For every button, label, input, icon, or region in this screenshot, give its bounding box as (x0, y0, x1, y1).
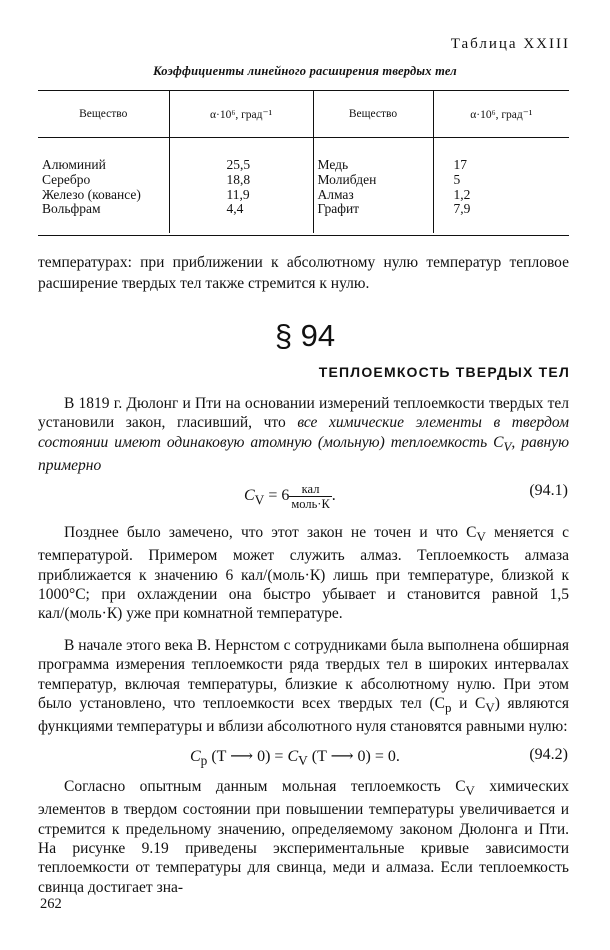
paragraph-2-text-cont: меняется с температурой. Примером может служить алмаз. Теплоемкость алмаза приближается к значению 6 кал/(моль·К) лишь при температуре, близкой к 1000°С; при охлаждении она быстро убывает и становится равной 1,5 кал/(моль·К) уже при комнатной температуре. (38, 524, 569, 623)
table-header-row (38, 91, 569, 138)
alpha-cell: 18,8 (169, 173, 313, 188)
formula-argument: (T ⟶ 0) = 0. (307, 748, 400, 765)
section-number: § 94 (274, 318, 336, 353)
formula-subscript: V (298, 753, 308, 769)
column-header: Вещество (38, 91, 169, 138)
table-caption: Коэффициенты линейного расширения твердых тел (153, 64, 457, 78)
paragraph-4-text: Согласно опытным данным мольная теплоемкость C (64, 778, 466, 795)
formula-symbol: C (287, 748, 299, 765)
alpha-cell: 7,9 (453, 201, 471, 217)
substance-cell: Алмаз (313, 188, 433, 203)
alpha-cell: 25,5 (169, 138, 313, 173)
subscript: V (465, 783, 475, 799)
column-header: α·10⁶, град⁻¹ (169, 91, 313, 138)
formula-subscript: V (254, 492, 265, 508)
section-title: ТЕПЛОЕМКОСТЬ ТВЕРДЫХ ТЕЛ (318, 364, 570, 380)
subscript: V (503, 438, 512, 454)
substance-cell: Алюминий (38, 138, 169, 173)
substance-cell: Вольфрам (38, 202, 169, 233)
paragraph-4 (38, 777, 569, 897)
paragraph-3-text-cont: и C (451, 694, 486, 712)
alpha-cell: 5 (453, 171, 461, 187)
fraction-numerator: кал (289, 482, 331, 497)
subscript: p (444, 699, 452, 715)
substance-cell: Молибден (313, 173, 433, 188)
table-row (38, 138, 569, 173)
substance-cell: Медь (313, 138, 433, 173)
column-header: Вещество (313, 91, 433, 138)
expansion-table (38, 90, 569, 236)
subscript: V (476, 529, 486, 545)
paragraph-1 (38, 394, 569, 475)
equation-number: (94.1) (529, 482, 568, 499)
continuation-text: температурах: при приближении к абсолютному нулю температур тепловое расширение твердых тел также стремится к нулю. (38, 254, 569, 292)
paragraph-3-text: В начале этого века В. Нернстом с сотрудниками была выполнена обширная программа измерения теплоемкости ряда твердых тел в широких интервалах температур, включая температуры, близкие к абсолютному нулю. При этом было установлено, что теплоемкости всех твердых тел (C (38, 637, 569, 712)
substance-cell: Серебро (38, 173, 169, 188)
table-label: Таблица XXIII (450, 36, 570, 52)
formula-symbol: C (190, 748, 201, 765)
subscript: V (485, 699, 495, 715)
formula-period: . (331, 487, 336, 505)
formula-argument: (T ⟶ 0) = (207, 748, 288, 765)
paragraph-3 (38, 636, 569, 737)
paragraph-1-text: В 1819 г. Дюлонг и Пти на основании измерений теплоемкости твердых тел установили закон, гласивший, что (38, 395, 569, 432)
formula-subscript: p (200, 753, 208, 769)
alpha-cell: 11,9 (169, 188, 313, 203)
formula-equals: = 6 (264, 487, 290, 505)
substance-cell: Железо (ковансе) (38, 188, 169, 203)
alpha-cell: 4,4 (169, 202, 313, 233)
alpha-cell: 17 (453, 157, 467, 172)
table-row (38, 202, 569, 233)
paragraph-4-text-cont: химических элементов в твердом состоянии при повышении температуры увеличивается и стремится к предельному значению, определяемому законом Дюлонга и Пти. На рисунке 9.19 приведены экспериментальные кривые зависимости теплоемкости от температуры для свинца, меди и алмаза. Если теплоемкость свинца достигает зна- (38, 778, 569, 896)
formula-symbol: C (244, 487, 255, 505)
substance-cell: Графит (313, 202, 433, 233)
equation-number: (94.2) (529, 746, 568, 763)
paragraph-2 (38, 523, 569, 624)
alpha-cell: 1,2 (453, 186, 471, 202)
paragraph-2-text: Позднее было замечено, что этот закон не точен и что C (64, 524, 477, 541)
formula-94-1 (0, 478, 610, 512)
table-row (38, 173, 569, 188)
fraction-denominator: моль·К (291, 497, 330, 511)
page-number: 262 (40, 896, 62, 912)
paragraph-1-law: все химические элементы в твердом состоянии имеют одинаковую атомную (мольную) теплоемкость C (38, 414, 569, 451)
formula-fraction (289, 482, 331, 511)
paragraph-3-text-end: ) являются функциями температуры и вблизи абсолютного нуля становятся равными нулю: (38, 694, 569, 736)
table-row (38, 188, 569, 203)
formula-94-2 (0, 744, 610, 770)
column-header: α·10⁶, град⁻¹ (433, 91, 569, 138)
paragraph-1-law-end: , равную примерно (38, 433, 569, 474)
